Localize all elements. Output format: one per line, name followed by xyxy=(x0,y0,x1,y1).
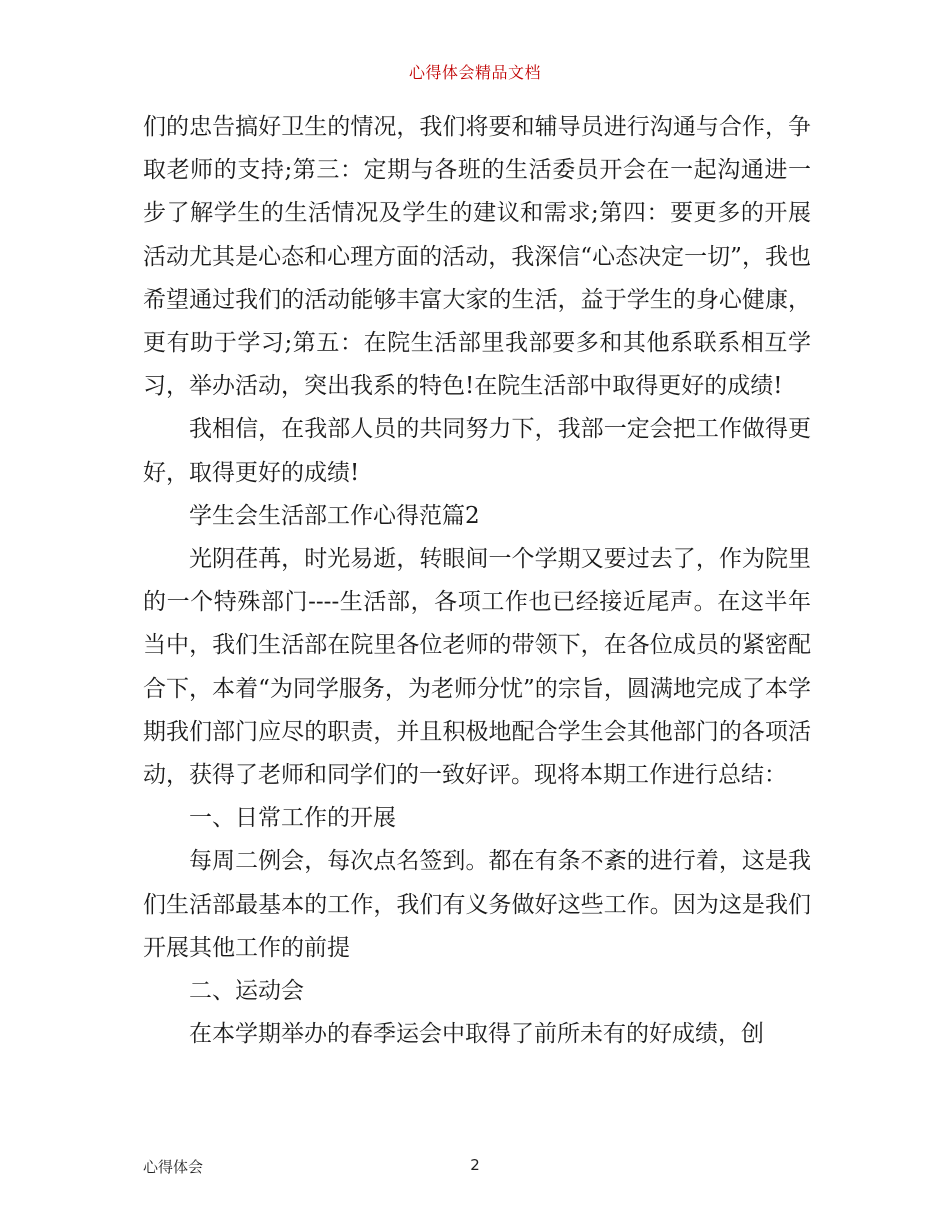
paragraph: 光阴荏苒，时光易逝，转眼间一个学期又要过去了，作为院里的一个特殊部门----生活部，各项工作也已经接近尾声。在这半年当中，我们生活部在院里各位老师的带领下，在各位成员的紧密配合下，本着“为同学服务，为老师分忧”的宗旨，圆满地完成了本学期我们部门应尽的职责，并且积极地配合学生会其他部门的各项活动，获得了老师和同学们的一致好评。现将本期工作进行总结： xyxy=(143,546,811,789)
subsection-heading: 二、运动会 xyxy=(189,978,304,1005)
paragraph: 每周二例会，每次点名签到。都在有条不紊的进行着，这是我们生活部最基本的工作，我们有义务做好这些工作。因为这是我们开展其他工作的前提 xyxy=(143,848,811,961)
footer-label: 心得体会 xyxy=(143,1158,204,1176)
paragraph: 在本学期举办的春季运会中取得了前所未有的好成绩，创 xyxy=(189,1021,764,1048)
page-number: 2 xyxy=(470,1156,480,1174)
paragraph-continued: 们的忠告搞好卫生的情况，我们将要和辅导员进行沟通与合作，争取老师的支持;第三：定期与各班的生活委员开会在一起沟通进一步了解学生的生活情况及学生的建议和需求;第四：要更多的开展活动尤其是心态和心理方面的活动，我深信“心态决定一切”，我也希望通过我们的活动能够丰富大家的生活，益于学生的身心健康，更有助于学习;第五：在院生活部里我部要多和其他系联系相互学习，举办活动，突出我系的特色!在院生活部中取得更好的成绩! xyxy=(143,114,811,400)
paragraph: 我相信，在我部人员的共同努力下，我部一定会把工作做得更好，取得更好的成绩! xyxy=(143,416,811,486)
subsection-heading: 一、日常工作的开展 xyxy=(189,805,396,832)
document-body xyxy=(143,106,811,1056)
page-header-title: 心得体会精品文档 xyxy=(408,63,541,82)
section-heading: 学生会生活部工作心得范篇2 xyxy=(189,502,480,529)
